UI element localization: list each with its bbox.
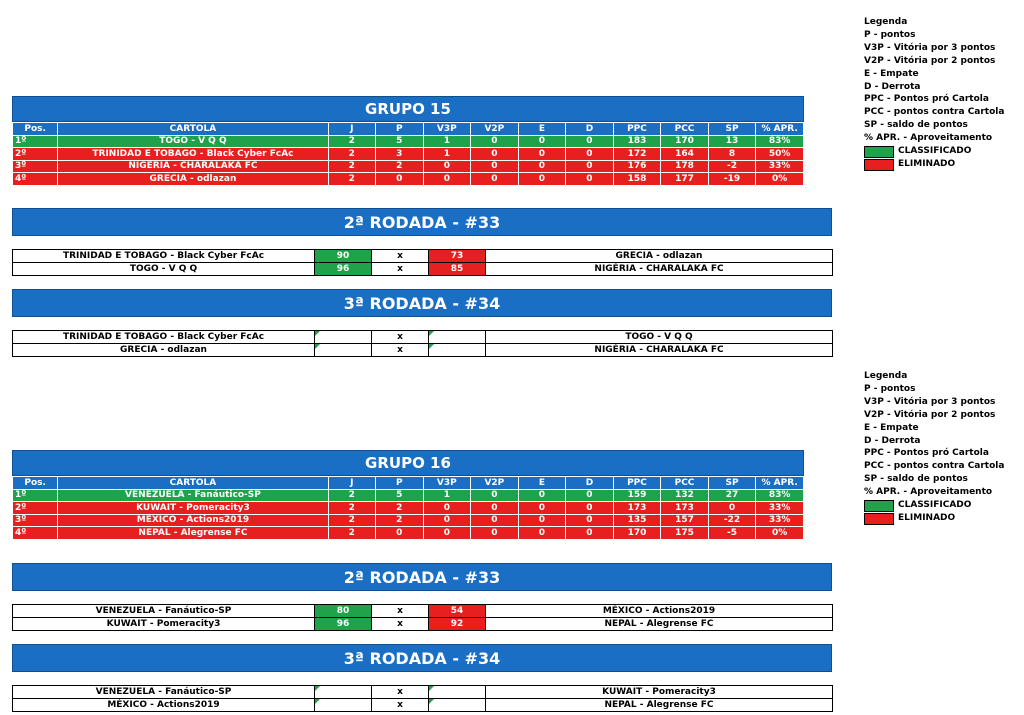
cell-v2p: 0 <box>471 489 519 502</box>
cell-apr: 83% <box>756 489 804 502</box>
away-team: GRECIA - odlazan <box>486 250 833 263</box>
table-row <box>13 527 804 540</box>
table-row <box>13 514 804 527</box>
cell-e: 0 <box>518 148 566 161</box>
cell-p: 0 <box>376 173 424 186</box>
col-v3p: V3P <box>423 477 471 490</box>
cell-cartola: MÉXICO - Actions2019 <box>58 514 328 527</box>
legend-item: E - Empate <box>864 68 919 79</box>
table-row <box>13 160 804 173</box>
legend-title: Legenda <box>864 371 908 381</box>
cell-pos: 2º <box>13 148 58 161</box>
col-p: P <box>376 477 424 490</box>
legend-item: PCC - pontos contra Cartola <box>864 461 1005 472</box>
col-ppc: PPC <box>613 477 661 490</box>
cell-pcc: 170 <box>661 135 709 148</box>
cell-sp: 8 <box>708 148 756 161</box>
table-row <box>13 173 804 186</box>
legend-item: D - Derrota <box>864 435 921 446</box>
col-apr: % APR. <box>756 477 804 490</box>
cell-apr: 33% <box>756 514 804 527</box>
cell-p: 2 <box>376 160 424 173</box>
cell-cartola: TOGO - V Q Q <box>58 135 328 148</box>
legend-group-16 <box>864 370 1004 525</box>
cell-pcc: 164 <box>661 148 709 161</box>
cell-pos: 3º <box>13 160 58 173</box>
cell-j: 2 <box>328 173 376 186</box>
cell-j: 2 <box>328 160 376 173</box>
legend-item: % APR. - Aproveitamento <box>864 487 993 498</box>
cell-d: 0 <box>566 160 614 173</box>
eliminated-swatch <box>864 513 894 525</box>
classified-label: CLASSIFICADO <box>898 146 972 157</box>
away-score[interactable] <box>429 686 486 699</box>
cell-apr: 50% <box>756 148 804 161</box>
cell-ppc: 159 <box>613 489 661 502</box>
legend-item: E - Empate <box>864 422 919 433</box>
table-row <box>13 148 804 161</box>
legend-item: V2P - Vitória por 2 pontos <box>864 409 996 420</box>
table-row <box>13 489 804 502</box>
col-d: D <box>566 123 614 136</box>
cell-v2p: 0 <box>471 135 519 148</box>
home-score: 96 <box>315 263 372 276</box>
cell-sp: -2 <box>708 160 756 173</box>
matches-table <box>12 330 833 357</box>
col-cartola: CARTOLA <box>58 123 328 136</box>
away-team: NEPAL - Alegrense FC <box>486 699 833 712</box>
col-pos: Pos. <box>13 123 58 136</box>
versus-mark: x <box>372 686 429 699</box>
cell-pcc: 132 <box>661 489 709 502</box>
classified-swatch <box>864 500 894 512</box>
cell-v2p: 0 <box>471 527 519 540</box>
cell-cartola: VENEZUELA - Fanáutico-SP <box>58 489 328 502</box>
col-pcc: PCC <box>661 123 709 136</box>
cell-ppc: 170 <box>613 527 661 540</box>
cell-pcc: 157 <box>661 514 709 527</box>
versus-mark: x <box>372 344 429 357</box>
cell-v3p: 1 <box>423 148 471 161</box>
cell-ppc: 173 <box>613 502 661 515</box>
cell-j: 2 <box>328 148 376 161</box>
cell-ppc: 172 <box>613 148 661 161</box>
cell-d: 0 <box>566 173 614 186</box>
home-team: TRINIDAD E TOBAGO - Black Cyber FcAc <box>13 250 315 263</box>
legend-title: Legenda <box>864 17 908 27</box>
away-team: TOGO - V Q Q <box>486 331 833 344</box>
versus-mark: x <box>372 618 429 631</box>
classified-label: CLASSIFICADO <box>898 500 972 511</box>
home-score[interactable] <box>315 699 372 712</box>
versus-mark: x <box>372 250 429 263</box>
legend-eliminated <box>864 158 1004 171</box>
cell-pos: 1º <box>13 489 58 502</box>
col-apr: % APR. <box>756 123 804 136</box>
home-team: GRECIA - odlazan <box>13 344 315 357</box>
col-d: D <box>566 477 614 490</box>
away-score[interactable] <box>429 344 486 357</box>
cell-j: 2 <box>328 489 376 502</box>
cell-pos: 1º <box>13 135 58 148</box>
cell-v3p: 1 <box>423 489 471 502</box>
legend-item: D - Derrota <box>864 81 921 92</box>
cell-ppc: 176 <box>613 160 661 173</box>
home-team: VENEZUELA - Fanáutico-SP <box>13 686 315 699</box>
cell-p: 2 <box>376 514 424 527</box>
cell-v3p: 0 <box>423 160 471 173</box>
away-score: 73 <box>429 250 486 263</box>
match-row <box>13 250 833 263</box>
cell-e: 0 <box>518 514 566 527</box>
away-score: 85 <box>429 263 486 276</box>
home-team: TOGO - V Q Q <box>13 263 315 276</box>
cell-v3p: 1 <box>423 135 471 148</box>
round-title: 3ª RODADA - #34 <box>12 289 832 317</box>
table-row <box>13 502 804 515</box>
home-score: 80 <box>315 605 372 618</box>
legend-item: P - pontos <box>864 29 916 40</box>
cell-apr: 33% <box>756 502 804 515</box>
legend-eliminated <box>864 512 1004 525</box>
match-row <box>13 344 833 357</box>
legend-classified <box>864 499 1004 512</box>
col-j: J <box>328 123 376 136</box>
home-score[interactable] <box>315 331 372 344</box>
eliminated-swatch <box>864 159 894 171</box>
cell-j: 2 <box>328 514 376 527</box>
home-score: 96 <box>315 618 372 631</box>
cell-apr: 33% <box>756 160 804 173</box>
group-title: GRUPO 15 <box>12 96 804 122</box>
legend-item: PPC - Pontos pró Cartola <box>864 448 989 459</box>
cell-sp: 27 <box>708 489 756 502</box>
home-score: 90 <box>315 250 372 263</box>
cell-pcc: 178 <box>661 160 709 173</box>
away-team: MÉXICO - Actions2019 <box>486 605 833 618</box>
col-v2p: V2P <box>471 477 519 490</box>
versus-mark: x <box>372 699 429 712</box>
legend-item: V2P - Vitória por 2 pontos <box>864 55 996 66</box>
legend-item: SP - saldo de pontos <box>864 120 968 131</box>
col-p: P <box>376 123 424 136</box>
cell-e: 0 <box>518 173 566 186</box>
cell-d: 0 <box>566 527 614 540</box>
legend-group-15 <box>864 16 1004 171</box>
cell-e: 0 <box>518 160 566 173</box>
cell-v2p: 0 <box>471 502 519 515</box>
away-team: KUWAIT - Pomeracity3 <box>486 686 833 699</box>
col-pcc: PCC <box>661 477 709 490</box>
cell-cartola: NEPAL - Alegrense FC <box>58 527 328 540</box>
classified-swatch <box>864 146 894 158</box>
cell-ppc: 183 <box>613 135 661 148</box>
cell-apr: 83% <box>756 135 804 148</box>
cell-d: 0 <box>566 489 614 502</box>
match-row <box>13 605 833 618</box>
standings-header-row <box>13 123 804 136</box>
cell-sp: 13 <box>708 135 756 148</box>
col-sp: SP <box>708 477 756 490</box>
cell-v3p: 0 <box>423 173 471 186</box>
cell-v2p: 0 <box>471 160 519 173</box>
cell-pcc: 173 <box>661 502 709 515</box>
cell-d: 0 <box>566 514 614 527</box>
match-row <box>13 686 833 699</box>
match-row <box>13 618 833 631</box>
round-title: 2ª RODADA - #33 <box>12 208 832 236</box>
legend-item: V3P - Vitória por 3 pontos <box>864 396 996 407</box>
cell-sp: -19 <box>708 173 756 186</box>
cell-sp: -5 <box>708 527 756 540</box>
home-team: MÉXICO - Actions2019 <box>13 699 315 712</box>
cell-pos: 3º <box>13 514 58 527</box>
cell-v3p: 0 <box>423 514 471 527</box>
cell-v3p: 0 <box>423 502 471 515</box>
col-e: E <box>518 477 566 490</box>
standings-table <box>12 122 804 186</box>
cell-p: 5 <box>376 135 424 148</box>
group-title: GRUPO 16 <box>12 450 804 476</box>
away-score: 92 <box>429 618 486 631</box>
col-j: J <box>328 477 376 490</box>
col-cartola: CARTOLA <box>58 477 328 490</box>
cell-d: 0 <box>566 148 614 161</box>
home-score[interactable] <box>315 344 372 357</box>
match-row <box>13 263 833 276</box>
legend-classified <box>864 145 1004 158</box>
home-team: VENEZUELA - Fanáutico-SP <box>13 605 315 618</box>
cell-p: 0 <box>376 527 424 540</box>
cell-e: 0 <box>518 527 566 540</box>
cell-e: 0 <box>518 502 566 515</box>
cell-apr: 0% <box>756 527 804 540</box>
matches-table <box>12 685 833 712</box>
away-score: 54 <box>429 605 486 618</box>
legend-item: P - pontos <box>864 383 916 394</box>
cell-d: 0 <box>566 502 614 515</box>
cell-cartola: TRINIDAD E TOBAGO - Black Cyber FcAc <box>58 148 328 161</box>
versus-mark: x <box>372 331 429 344</box>
legend-item: PPC - Pontos pró Cartola <box>864 94 989 105</box>
group-15-standings <box>12 96 804 186</box>
cell-pos: 4º <box>13 173 58 186</box>
cell-p: 5 <box>376 489 424 502</box>
versus-mark: x <box>372 263 429 276</box>
away-team: NEPAL - Alegrense FC <box>486 618 833 631</box>
eliminated-label: ELIMINADO <box>898 513 956 524</box>
legend-item: % APR. - Aproveitamento <box>864 133 993 144</box>
col-v3p: V3P <box>423 123 471 136</box>
home-team: TRINIDAD E TOBAGO - Black Cyber FcAc <box>13 331 315 344</box>
col-sp: SP <box>708 123 756 136</box>
versus-mark: x <box>372 605 429 618</box>
cell-apr: 0% <box>756 173 804 186</box>
cell-sp: 0 <box>708 502 756 515</box>
standings-header-row <box>13 477 804 490</box>
cell-d: 0 <box>566 135 614 148</box>
col-ppc: PPC <box>613 123 661 136</box>
away-score[interactable] <box>429 331 486 344</box>
cell-v2p: 0 <box>471 173 519 186</box>
away-team: NIGÉRIA - CHARALAKA FC <box>486 263 833 276</box>
round-title: 2ª RODADA - #33 <box>12 563 832 591</box>
legend-item: V3P - Vitória por 3 pontos <box>864 42 996 53</box>
cell-j: 2 <box>328 527 376 540</box>
cell-pcc: 175 <box>661 527 709 540</box>
table-row <box>13 135 804 148</box>
match-row <box>13 699 833 712</box>
matches-table <box>12 249 833 276</box>
standings-table <box>12 476 804 540</box>
cell-e: 0 <box>518 135 566 148</box>
cell-j: 2 <box>328 502 376 515</box>
col-v2p: V2P <box>471 123 519 136</box>
cell-pos: 2º <box>13 502 58 515</box>
cell-cartola: GRECIA - odlazan <box>58 173 328 186</box>
home-score[interactable] <box>315 686 372 699</box>
col-e: E <box>518 123 566 136</box>
legend-item: PCC - pontos contra Cartola <box>864 107 1005 118</box>
cell-ppc: 158 <box>613 173 661 186</box>
away-score[interactable] <box>429 699 486 712</box>
cell-pcc: 177 <box>661 173 709 186</box>
cell-e: 0 <box>518 489 566 502</box>
cell-p: 2 <box>376 502 424 515</box>
col-pos: Pos. <box>13 477 58 490</box>
cell-sp: -22 <box>708 514 756 527</box>
cell-ppc: 135 <box>613 514 661 527</box>
group-16-standings <box>12 450 804 540</box>
cell-v2p: 0 <box>471 514 519 527</box>
legend-item: SP - saldo de pontos <box>864 474 968 485</box>
eliminated-label: ELIMINADO <box>898 159 956 170</box>
cell-pos: 4º <box>13 527 58 540</box>
cell-cartola: KUWAIT - Pomeracity3 <box>58 502 328 515</box>
cell-v2p: 0 <box>471 148 519 161</box>
cell-v3p: 0 <box>423 527 471 540</box>
cell-j: 2 <box>328 135 376 148</box>
match-row <box>13 331 833 344</box>
away-team: NIGÉRIA - CHARALAKA FC <box>486 344 833 357</box>
matches-table <box>12 604 833 631</box>
cell-p: 3 <box>376 148 424 161</box>
round-title: 3ª RODADA - #34 <box>12 644 832 672</box>
home-team: KUWAIT - Pomeracity3 <box>13 618 315 631</box>
cell-cartola: NIGÉRIA - CHARALAKA FC <box>58 160 328 173</box>
